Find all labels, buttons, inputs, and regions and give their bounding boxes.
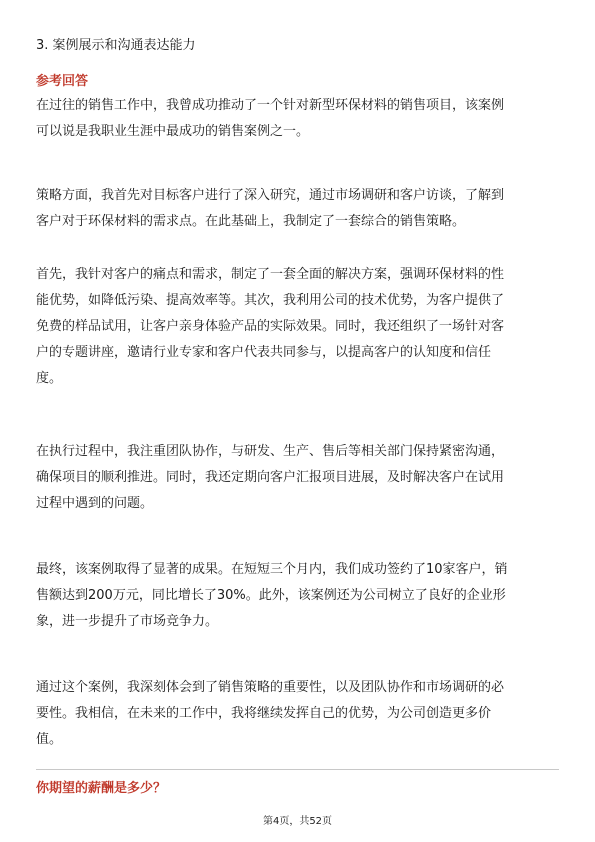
paragraph-execution (36, 439, 560, 517)
paragraph-line: 通过这个案例，我深刻体会到了销售策略的重要性，以及团队协作和市场调研的必 (36, 680, 505, 695)
paragraph-line: 值。 (36, 732, 63, 747)
paragraph-intro (36, 93, 560, 145)
paragraph-line: 在过往的销售工作中，我曾成功推动了一个针对新型环保材料的销售项目，该案例 (36, 98, 505, 113)
paragraph-line: 策略方面，我首先对目标客户进行了深入研究，通过市场调研和客户访谈，了解到 (36, 188, 505, 203)
paragraph-results (36, 557, 560, 635)
paragraph-line: 过程中遇到的问题。 (36, 496, 154, 511)
paragraph-line: 售额达到200万元，同比增长了30%。此外，该案例还为公司树立了良好的企业形 (36, 588, 506, 603)
divider (36, 769, 559, 770)
paragraph-line: 可以说是我职业生涯中最成功的销售案例之一。 (36, 124, 310, 139)
paragraph-strategy (36, 183, 560, 235)
section-heading: 3. 案例展示和沟通表达能力 (36, 38, 196, 53)
paragraph-conclusion (36, 675, 560, 753)
paragraph-line: 户的专题讲座，邀请行业专家和客户代表共同参与，以提高客户的认知度和信任 (36, 345, 492, 360)
paragraph-line: 象，进一步提升了市场竞争力。 (36, 614, 219, 629)
paragraph-line: 能优势，如降低污染、提高效率等。其次，我利用公司的技术优势，为客户提供了 (36, 293, 505, 308)
paragraph-line: 要性。我相信，在未来的工作中，我将继续发挥自己的优势，为公司创造更多价 (36, 706, 492, 721)
paragraph-line: 免费的样品试用，让客户亲身体验产品的实际效果。同时，我还组织了一场针对客 (36, 319, 505, 334)
paragraph-line: 在执行过程中，我注重团队协作，与研发、生产、售后等相关部门保持紧密沟通， (36, 444, 505, 459)
paragraph-solution (36, 262, 560, 392)
page-number: 第4页，共52页 (262, 816, 333, 827)
paragraph-line: 最终，该案例取得了显著的成果。在短短三个月内，我们成功签约了10家客户，销 (36, 562, 508, 577)
reference-answer-label: 参考回答 (36, 74, 89, 89)
paragraph-line: 客户对于环保材料的需求点。在此基础上，我制定了一套综合的销售策略。 (36, 214, 466, 229)
next-question-heading: 你期望的薪酬是多少？ (36, 781, 167, 796)
paragraph-line: 度。 (36, 371, 63, 386)
paragraph-line: 首先，我针对客户的痛点和需求，制定了一套全面的解决方案，强调环保材料的性 (36, 267, 505, 282)
paragraph-line: 确保项目的顺利推进。同时，我还定期向客户汇报项目进展，及时解决客户在试用 (36, 470, 505, 485)
